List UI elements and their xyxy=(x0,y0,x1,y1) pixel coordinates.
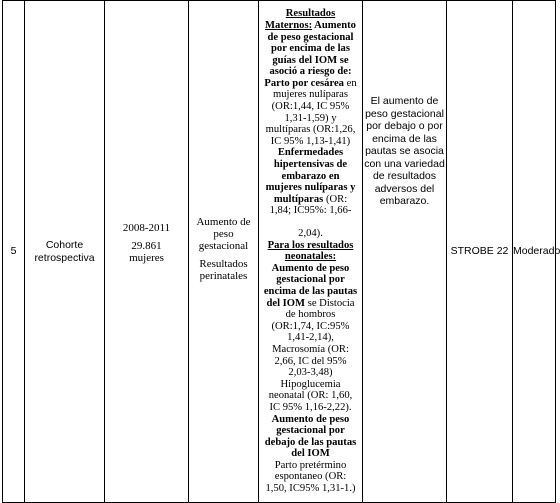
results-line xyxy=(259,448,362,460)
results-line-text: (OR:1,74, IC:95% xyxy=(271,320,350,332)
results-line-text: asoció a riesgo de: xyxy=(269,66,352,78)
results-line-text: hipertensivas de xyxy=(273,159,348,171)
results-line-text: mujeres nulíparas xyxy=(272,89,348,101)
conclusion-line: embarazo. xyxy=(379,195,430,207)
results-line-text: IC 95% 1,13-1,41) xyxy=(270,135,351,147)
results-line-text: encima de las pautas xyxy=(263,285,358,297)
results-line xyxy=(259,159,362,171)
exposure-line: Aumento de xyxy=(196,215,251,228)
results-line-tail: se Distocia xyxy=(305,297,355,309)
results-line xyxy=(259,460,362,472)
conclusion-cell xyxy=(363,1,447,503)
results-line-tail: Aumento xyxy=(312,19,356,31)
checklist-cell xyxy=(447,1,513,503)
results-line xyxy=(259,136,362,148)
results-line xyxy=(259,402,362,414)
results-line-text: de peso gestacional xyxy=(267,31,354,43)
results-line xyxy=(259,471,362,483)
study-number-cell xyxy=(3,1,25,503)
results-line-text: Aumento de peso xyxy=(271,262,350,274)
results-line-text: de hombros xyxy=(285,309,336,321)
results-line xyxy=(259,425,362,437)
results-line xyxy=(259,8,362,20)
results-line-text: IC 95% 1,16-2,22). xyxy=(269,401,352,413)
conclusion-line: con una variedad xyxy=(364,157,445,170)
results-line xyxy=(259,414,362,426)
design-cell xyxy=(25,1,105,503)
design-line: retrospectiva xyxy=(34,251,95,264)
results-line-text: Para los resultados xyxy=(267,239,354,251)
results-line-text: (OR:1,44, IC 95% xyxy=(271,101,350,113)
results-line xyxy=(259,298,362,310)
quality-rating: Moderado xyxy=(513,245,560,258)
results-line-text: espontaneo (OR: xyxy=(274,471,347,483)
results-line-text: Parto pretérmino xyxy=(274,459,347,471)
results-line xyxy=(259,332,362,344)
results-line xyxy=(259,240,362,252)
conclusion-line: El aumento de xyxy=(370,95,439,107)
exposure-line: peso xyxy=(213,227,234,240)
results-line xyxy=(259,101,362,113)
results-line xyxy=(259,43,362,55)
results-line xyxy=(259,20,362,32)
results-line-text: Resultados xyxy=(285,8,336,20)
exposure-outcome-cell xyxy=(189,1,259,503)
results-line xyxy=(259,32,362,44)
conclusion-line: peso gestacional xyxy=(365,107,444,120)
sample-line: mujeres xyxy=(129,251,164,264)
results-line xyxy=(259,89,362,101)
results-line-text: Macrosomía (OR: xyxy=(272,343,349,355)
results-line-text: Parto por cesárea xyxy=(264,77,344,89)
conclusion-line: encima de las xyxy=(372,132,437,145)
results-line-text: 2,03-3,48) xyxy=(288,367,333,379)
results-line xyxy=(259,274,362,286)
results-line xyxy=(259,182,362,194)
results-line xyxy=(259,344,362,356)
results-line xyxy=(259,55,362,67)
study-number: 5 xyxy=(10,245,17,258)
results-line-text: 1,41-2,14), xyxy=(287,332,334,344)
results-line xyxy=(259,205,362,217)
conclusion-line: por debajo o por xyxy=(366,120,443,132)
results-line-text: 1,31-1,59) y xyxy=(284,112,337,124)
results-line xyxy=(259,124,362,136)
results-line xyxy=(259,113,362,125)
design-line: Cohorte xyxy=(45,239,84,251)
reporting-checklist: STROBE 22 xyxy=(450,245,509,258)
results-line-text: Enfermedades xyxy=(277,147,344,159)
results-cell xyxy=(259,1,363,503)
results-line-tail: en xyxy=(343,77,357,89)
conclusion-line: pautas se asocia xyxy=(365,145,444,157)
sample-line: 29.861 xyxy=(131,239,162,252)
results-line-text: 1,84; IC95%: 1,66- xyxy=(269,205,352,217)
results-line-text: multíparas (OR:1,26, xyxy=(265,124,356,136)
results-line xyxy=(259,356,362,368)
results-line-text: debajo de las pautas xyxy=(264,436,357,448)
results-line xyxy=(259,251,362,263)
results-line xyxy=(259,437,362,449)
results-line-text: 1,50, IC95% 1,31-1.) xyxy=(265,483,356,495)
results-line xyxy=(259,367,362,379)
results-line-text: 2,04). xyxy=(298,228,323,240)
exposure-line: gestacional xyxy=(198,239,249,252)
results-line xyxy=(259,390,362,402)
results-text xyxy=(259,8,362,494)
results-line xyxy=(259,194,362,206)
results-line-text: Maternos: xyxy=(265,19,313,31)
results-line xyxy=(259,309,362,321)
results-line-text: gestacional por xyxy=(276,274,345,286)
results-line xyxy=(259,147,362,159)
period-sample-cell xyxy=(105,1,189,503)
results-line-text: del IOM xyxy=(266,297,306,309)
results-line-text: neonatales: xyxy=(284,251,337,263)
results-line-text: gestacional por xyxy=(276,425,345,437)
results-line-text: 2,66, IC del 95% xyxy=(274,355,347,367)
results-line-text: por encima de las xyxy=(271,43,350,55)
evidence-table xyxy=(2,0,560,503)
results-line-text: embarazo en xyxy=(281,170,340,182)
results-line-text: Hipoglucemia xyxy=(280,378,341,390)
results-line xyxy=(259,228,362,240)
results-line xyxy=(259,379,362,391)
study-period: 2008-2011 xyxy=(122,221,171,234)
results-line-text: multíparas xyxy=(273,193,324,205)
results-spacer xyxy=(259,217,362,228)
results-line-text: Aumento de peso xyxy=(271,413,350,425)
results-line xyxy=(259,321,362,333)
results-line xyxy=(259,171,362,183)
results-line-text: mujeres nulíparas y xyxy=(265,182,356,194)
results-line-text: neonatal (OR: 1,60, xyxy=(268,390,353,402)
quality-cell xyxy=(513,1,560,503)
results-line xyxy=(259,66,362,78)
results-line-text: guías del IOM se xyxy=(272,54,349,66)
results-line xyxy=(259,286,362,298)
conclusion-line: adversos del xyxy=(374,182,435,195)
outcome-line: perinatales xyxy=(199,269,248,282)
outcome-line: Resultados xyxy=(199,257,248,270)
conclusion-line: de resultados xyxy=(372,170,437,182)
results-line-text: del IOM xyxy=(291,448,330,460)
results-line xyxy=(259,483,362,495)
results-line-tail: (OR: xyxy=(323,193,348,205)
table-row xyxy=(3,1,556,503)
results-line xyxy=(259,78,362,90)
results-line xyxy=(259,263,362,275)
